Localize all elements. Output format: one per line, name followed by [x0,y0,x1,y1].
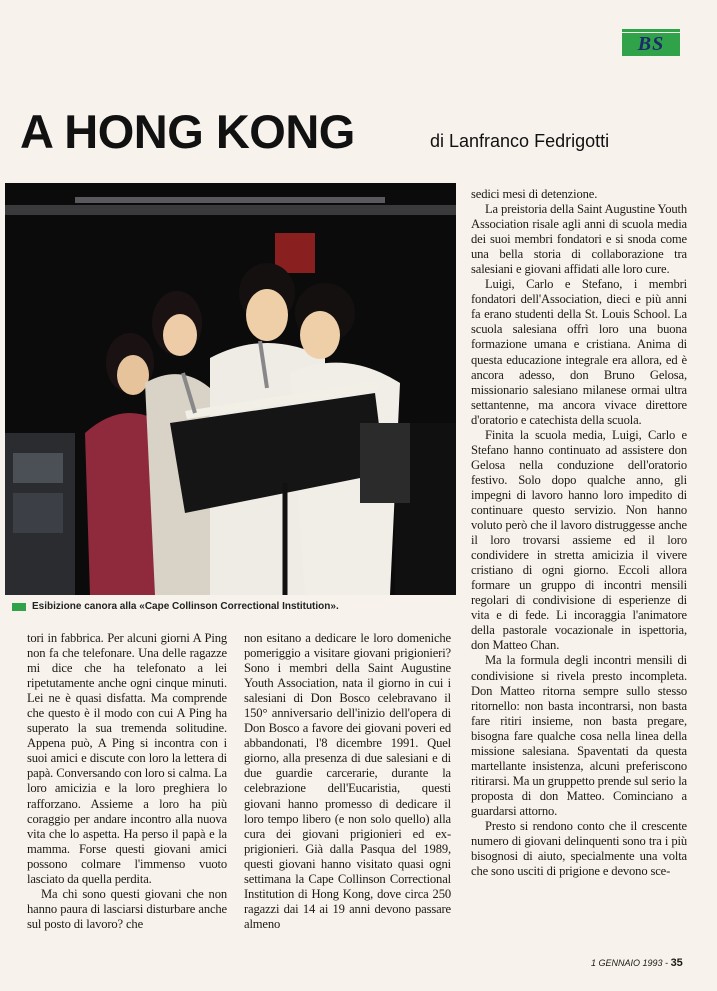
paragraph: Presto si rendono conto che il crescente numero di giovani delinquenti sono tra i più bisognosi di aiuto, specialmente una volta che sono usciti di prigione e devono sce- [471,818,687,879]
page-number: 35 [670,957,683,969]
paragraph: Ma chi sono questi giovani che non hanno paura di lasciarsi disturbare anche sul posto di lavoro? che [27,886,227,931]
section-badge-label: BS [637,33,665,55]
paragraph: sedici mesi di detenzione. [471,187,598,201]
paragraph: La preistoria della Saint Augustine Youth Association risale agli anni di scuola media dei suoi membri fondatori e si snoda come una bella storia di collaborazione tra salesiani e giovani affidati alle loro cure. [471,202,687,277]
photo-caption: Esibizione canora alla «Cape Collinson Correctional Institution». [32,601,339,612]
text-column-2 [244,631,451,932]
paragraph: Ma la formula degli incontri mensili di condivisione si rivela presto incompleta. Don Matteo ritorna sempre sullo stesso ritornello: non basta incontrarsi, non basta fare ritiri insieme, non basta pregare, bisogna fare qualche cosa nella linea della missione salesiana. Spaventati da questa martellante insistenza, alcuni preferiscono ritirarsi. Ma un gruppetto prende sul serio la proposta di don Matteo. Cominciano a guardarsi attorno. [471,653,687,818]
article-photo [5,183,456,595]
paragraph: tori in fabbrica. Per alcuni giorni A Ping non fa che telefonare. Una delle ragazze mi dice che ha telefonato a lei ripetutamente anche ogni cinque minuti. Lei ne è quasi disfatta. Ma comprende che questo è il modo con cui A Ping ha superato la sua tremenda solitudine. Appena può, A Ping si incontra con i suoi amici e discute con loro la lettera di papà. Conversando con loro si calma. La loro amicizia e la loro preghiera lo rafforzano. Assieme a loro ha più coraggio per andare incontro alla nuova vita che lo aspetta. Ha perso il papà e la mamma. Forse questi giovani amici possono colmare l'immenso vuoto lasciato da quella perdita. [27,631,227,886]
paragraph: Finita la scuola media, Luigi, Carlo e Stefano hanno continuato ad assistere don Gelosa nella conduzione dell'oratorio festivo. Solo dopo qualche anno, gli impegni di lavoro hanno loro impedito di continuare questo servizio. Non hanno voluto però che il lavoro distruggesse anche il loro trovarsi assieme ed il loro condividere in stretta amicizia il vivere cristiano di ogni giorno. Eccoli allora formare un gruppo di incontri mensili regolari di condivisione di esperienze di vita e di fede. Li incoraggia l'animatore della pastorale vocazionale in ispettoria, don Matteo Chan. [471,427,687,653]
article-byline: di Lanfranco Fedrigotti [430,131,610,151]
paragraph: Luigi, Carlo e Stefano, i membri fondatori dell'Association, dieci e più anni fa erano studenti della St. Louis School. La scuola salesiana offrì loro una buona formazione umana e cristiana. Anima di questa educazione integrale era allora, ed è ancora adesso, don Bruno Gelosa, missionario salesiano milanese ormai ultra settantenne, ma ancora vivace direttore d'oratorio e catechista della scuola. [471,277,687,427]
text-column-3 [471,187,687,879]
page-footer [591,957,683,969]
caption-marker [12,603,26,611]
article-title: A HONG KONG [20,105,355,158]
text-column-1 [27,631,227,932]
paragraph: non esitano a dedicare le loro domeniche pomeriggio a visitare giovani prigionieri? Sono i membri della Saint Augustine Youth Association, nata il giorno in cui i salesiani di Don Bosco celebravano il 150° anniversario dell'inizio dell'opera di Don Bosco a favore dei giovani poveri ed abbandonati, l'8 dicembre 1991. Quel giorno, alla presenza di due salesiani e di due guardie carcerarie, durante la celebrazione dell'Eucaristia, questi giovani hanno promesso di dedicare il loro tempo libero (e non solo quello) alla cura dei giovani prigionieri ed ex-prigionieri. Già dalla Pasqua del 1989, questi giovani hanno visitato quasi ogni settimana la Cape Collinson Correctional Institution di Hong Kong, dove circa 250 ragazzi dai 14 ai 19 anni devono passare almeno [244,631,451,931]
issue-date: 1 GENNAIO 1993 - [591,958,669,968]
section-badge [622,33,680,56]
